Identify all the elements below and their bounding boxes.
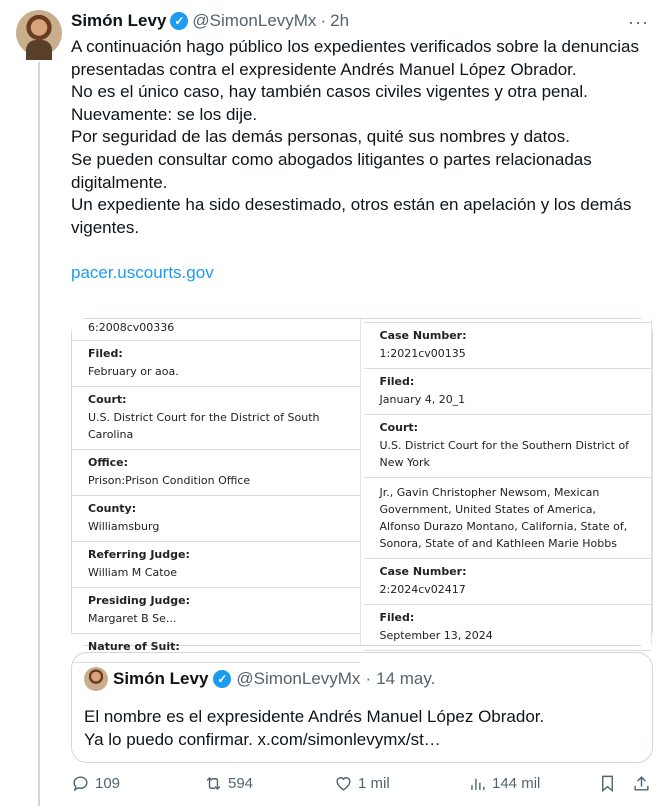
- record-row: [72, 450, 360, 496]
- tweet-line: A continuación hago público los expedientes verificados sobre la denuncias presentadas contra el expresidente Andrés Manuel López Obrador.: [71, 37, 639, 79]
- record-label: Filed:: [88, 347, 123, 360]
- record-label: Court:: [379, 421, 419, 434]
- separator: ·: [365, 669, 372, 688]
- case-number-row: [72, 319, 360, 341]
- quoted-timestamp: 14 may.: [376, 669, 436, 688]
- record-label: Filed:: [379, 611, 415, 624]
- record-value: William M Catoe: [88, 566, 178, 579]
- verified-badge-icon: ✓: [213, 670, 231, 688]
- record-row: [72, 496, 360, 542]
- like-count: 1 mil: [358, 775, 390, 792]
- repost-icon: [204, 774, 223, 793]
- record-value: Margaret B Se...: [88, 612, 177, 625]
- record-value: 2:2024cv02417: [379, 583, 466, 596]
- record-value: Jr., Gavin Christopher Newsom, Mexican Government, United States of America, Alfonso Durazo Montano, California, State of, Sonora, State of and Kathleen Marie Hobbs: [379, 486, 628, 550]
- action-bar: [71, 774, 653, 798]
- quoted-text: [84, 705, 544, 751]
- court-record-image-right[interactable]: [364, 319, 653, 645]
- record-row: [364, 415, 652, 478]
- repost-count: 594: [228, 775, 254, 792]
- tweet-header: [71, 10, 349, 32]
- record-label: Referring Judge:: [88, 548, 190, 561]
- separator: ·: [320, 11, 327, 30]
- record-row: [72, 341, 360, 387]
- record-label: Presiding Judge:: [88, 594, 190, 607]
- record-row: [72, 588, 360, 634]
- external-link[interactable]: pacer.uscourts.gov: [71, 262, 214, 282]
- reply-count: 109: [95, 775, 121, 792]
- reply-icon: [71, 774, 90, 793]
- quoted-author-name: Simón Levy: [113, 669, 209, 688]
- record-value: Williamsburg: [88, 520, 160, 533]
- thread-line: [38, 62, 40, 806]
- view-count: 144 mil: [492, 775, 541, 792]
- record-row: [364, 478, 652, 559]
- reply-button[interactable]: [71, 774, 120, 793]
- record-value: 1:2021cv00135: [379, 347, 466, 360]
- bookmark-button[interactable]: [598, 774, 617, 793]
- quoted-line: Ya lo puedo confirmar. x.com/simonlevymx/st…: [84, 730, 441, 749]
- like-button[interactable]: [334, 774, 390, 793]
- tweet-text: [71, 36, 651, 285]
- views-chart-icon: [468, 774, 487, 793]
- media-gallery[interactable]: [71, 318, 653, 653]
- timestamp[interactable]: 2h: [330, 11, 350, 30]
- record-row: [364, 323, 652, 369]
- quoted-avatar: [84, 667, 108, 691]
- record-label: County:: [88, 502, 137, 515]
- quoted-line: El nombre es el expresidente Andrés Manuel López Obrador.: [84, 707, 545, 726]
- record-label: Case Number:: [379, 565, 467, 578]
- record-row: [364, 605, 652, 651]
- tweet-line: Se pueden consultar como abogados litigantes o partes relacionadas digitalmente.: [71, 149, 592, 192]
- tweet-line: Por seguridad de las demás personas, quité sus nombres y datos.: [71, 127, 570, 147]
- record-label: Office:: [88, 456, 128, 469]
- case-number: 6:2008cv00336: [88, 321, 175, 334]
- record-value: February or aoa.: [88, 365, 179, 378]
- quoted-handle: @SimonLevyMx: [236, 669, 361, 688]
- record-value: U.S. District Court for the Southern District of New York: [379, 439, 630, 469]
- bookmark-icon: [598, 774, 617, 793]
- record-row: [364, 369, 652, 415]
- record-row: [72, 387, 360, 450]
- author-handle[interactable]: @SimonLevyMx: [192, 11, 317, 30]
- court-record-image-left[interactable]: [72, 319, 361, 653]
- tweet-line: Nuevamente: se los dije.: [71, 104, 258, 124]
- record-row: [72, 542, 360, 588]
- heart-icon: [334, 774, 353, 793]
- record-value: Prison:Prison Condition Office: [88, 474, 251, 487]
- avatar[interactable]: [16, 10, 62, 56]
- record-label: Filed:: [379, 375, 415, 388]
- share-button[interactable]: [632, 774, 651, 793]
- record-value: U.S. District Court for the District of South Carolina: [88, 411, 320, 441]
- record-row: [364, 559, 652, 605]
- share-icon: [632, 774, 651, 793]
- tweet-line: No es el único caso, hay también casos civiles vigentes y otra penal.: [71, 82, 588, 102]
- author-name[interactable]: Simón Levy: [71, 11, 167, 30]
- tweet-line: Un expediente ha sido desestimado, otros están en apelación y los demás vigentes.: [71, 195, 632, 237]
- record-label: Court:: [88, 393, 127, 406]
- repost-button[interactable]: [204, 774, 253, 793]
- record-value: September 13, 2024: [379, 629, 493, 642]
- quoted-tweet[interactable]: [71, 652, 653, 763]
- record-label: Case Number:: [379, 329, 467, 342]
- more-options-icon[interactable]: ···: [628, 12, 649, 32]
- record-label: Nature of Suit:: [88, 640, 180, 653]
- verified-badge-icon: ✓: [170, 12, 188, 30]
- record-value: January 4, 20_1: [379, 393, 466, 406]
- quoted-header: [84, 667, 435, 691]
- views-button[interactable]: [468, 774, 540, 793]
